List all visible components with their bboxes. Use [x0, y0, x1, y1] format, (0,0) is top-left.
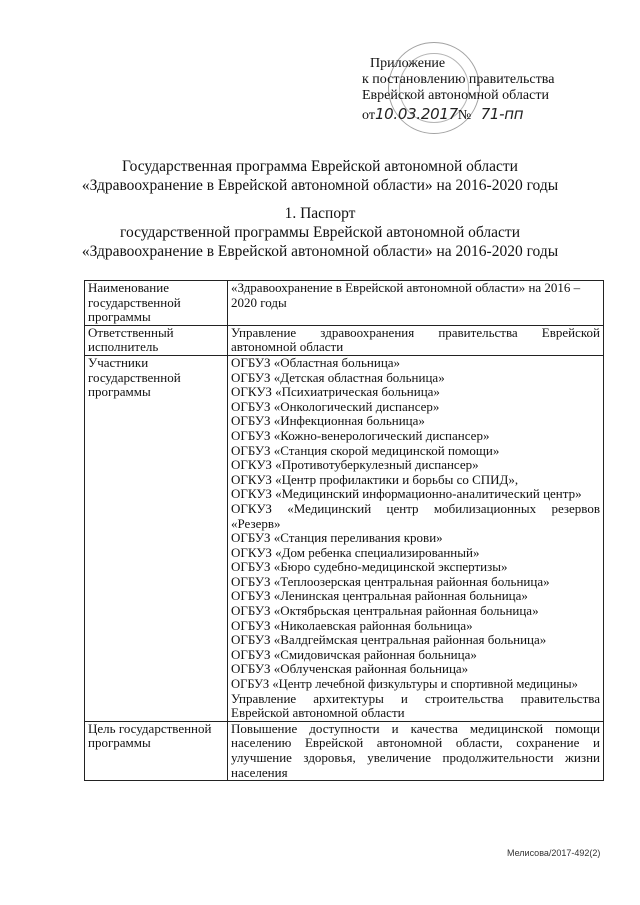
- list-item: ОГКУЗ «Медицинский центр мобилизационных резервов «Резерв»: [231, 500, 600, 531]
- row-value-goal: Повышение доступности и качества медицинской помощи населению Еврейской автономной области, сохранение и улучшение здоровья, увеличение продолжительности жизни населения: [228, 721, 604, 780]
- list-item: ОГБУЗ «Октябрьская центральная районная больница»: [231, 603, 539, 619]
- attachment-resolution-line: к постановлению правительства: [362, 72, 555, 87]
- passport-heading-number: 1. Паспорт: [284, 205, 356, 222]
- list-item: ОГКУЗ «Медицинский информационно-аналитический центр»: [231, 486, 582, 502]
- row-label-goal: Цель государственной программы: [85, 721, 228, 780]
- number-sign: №: [457, 108, 472, 123]
- passport-heading-line2: государственной программы Еврейской автономной области: [119, 224, 520, 241]
- handwritten-date: 10.03.2017: [374, 105, 458, 123]
- passport-heading: [0, 204, 640, 261]
- table-row: [85, 281, 604, 326]
- row-label-participants: Участники государственной программы: [85, 355, 228, 721]
- list-item: ОГБУЗ «Облученская районная больница»: [231, 661, 469, 677]
- row-value-participants: [228, 355, 604, 721]
- list-item: ОГБУЗ «Инфекционная больница»: [231, 413, 425, 429]
- date-prefix: от: [362, 108, 375, 123]
- list-item: ОГБУЗ «Кожно-венерологический диспансер»: [231, 427, 490, 443]
- program-title-line2: «Здравоохранение в Еврейской автономной области» на 2016-2020 годы: [81, 177, 559, 194]
- list-item: ОГБУЗ «Онкологический диспансер»: [231, 398, 440, 414]
- row-value-name: «Здравоохранение в Еврейской автономной области» на 2016 – 2020 годы: [228, 281, 604, 326]
- row-label-executor: Ответственный исполнитель: [85, 325, 228, 355]
- list-item: ОГБУЗ «Смидовичская районная больница»: [231, 646, 477, 662]
- document-code: Мелисова/2017-492(2): [507, 848, 601, 858]
- list-item: ОГКУЗ «Центр профилактики и борьбы со СПИД»,: [231, 471, 519, 487]
- passport-heading-line3: «Здравоохранение в Еврейской автономной области» на 2016-2020 годы: [81, 243, 559, 260]
- passport-table: [84, 280, 604, 781]
- list-item: ОГБУЗ «Станция переливания крови»: [231, 530, 443, 546]
- list-item: ОГБУЗ «Детская областная больница»: [231, 369, 445, 385]
- list-item: ОГБУЗ «Станция скорой медицинской помощи»: [231, 442, 500, 458]
- table-row: [85, 325, 604, 355]
- list-item: ОГБУЗ «Центр лечебной физкультуры и спортивной медицины»: [231, 677, 578, 692]
- handwritten-number: 71-пп: [480, 105, 524, 123]
- attachment-title: Приложение: [370, 56, 446, 71]
- program-title-line1: Государственная программа Еврейской автономной области: [122, 158, 518, 175]
- attachment-date-line: [362, 106, 554, 124]
- attachment-region-line: Еврейской автономной области: [362, 88, 549, 103]
- table-row: [85, 355, 604, 721]
- list-item: ОГКУЗ «Дом ребенка специализированный»: [231, 544, 480, 560]
- list-item: ОГБУЗ «Теплоозерская центральная районная больница»: [231, 573, 550, 589]
- program-title: [0, 157, 640, 195]
- row-value-executor: Управление здравоохранения правительства Еврейской автономной области: [228, 325, 604, 355]
- list-item: ОГБУЗ «Ленинская центральная районная больница»: [231, 588, 528, 604]
- list-item: ОГБУЗ «Валдгеймская центральная районная больница»: [231, 632, 547, 648]
- list-item: ОГКУЗ «Противотуберкулезный диспансер»: [231, 457, 479, 473]
- attachment-block: [362, 56, 554, 124]
- list-item: ОГБУЗ «Николаевская районная больница»: [231, 617, 473, 633]
- row-label-name: Наименование государственной программы: [85, 281, 228, 326]
- list-item: ОГБУЗ «Бюро судебно-медицинской экспертизы»: [231, 559, 508, 575]
- table-row: [85, 721, 604, 780]
- list-item: Управление архитектуры и строительства правительства Еврейской автономной области: [231, 690, 600, 721]
- list-item: ОГКУЗ «Психиатрическая больница»: [231, 384, 440, 400]
- list-item: ОГБУЗ «Областная больница»: [231, 354, 401, 370]
